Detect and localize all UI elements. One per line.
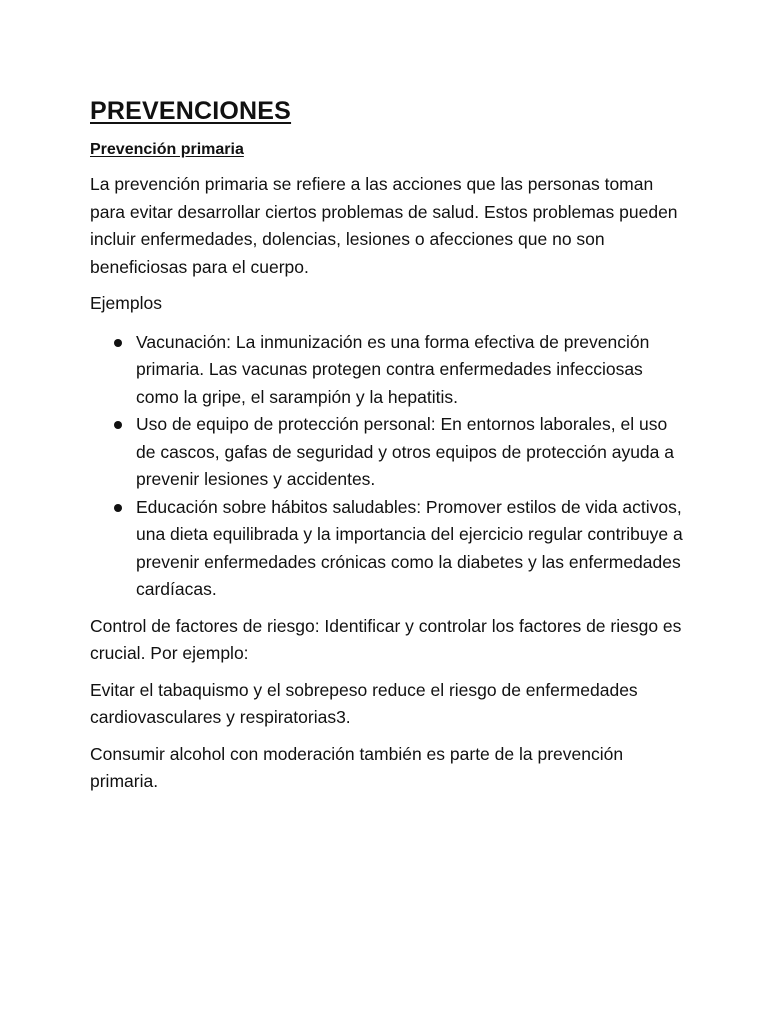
list-item <box>90 329 690 412</box>
list-item-text: Vacunación: La inmunización es una forma efectiva de prevención primaria. Las vacunas protegen contra enfermedades infecciosas como la gripe, el sarampión y la hepatitis. <box>136 331 650 407</box>
list-item-text: Uso de equipo de protección personal: En entornos laborales, el uso de cascos, gafas de seguridad y otros equipos de protección ayuda a prevenir lesiones y accidentes. <box>136 414 674 490</box>
page-title: PREVENCIONES <box>90 97 292 125</box>
list-item-text: Educación sobre hábitos saludables: Promover estilos de vida activos, una dieta equilibrada y la importancia del ejercicio regular contribuye a prevenir enfermedades crónicas como la diabetes y las enfermedades cardíacas. <box>136 496 683 600</box>
examples-list <box>90 329 690 604</box>
document-body <box>90 96 690 805</box>
intro-paragraph: La prevención primaria se refiere a las acciones que las personas toman para evitar desarrollar ciertos problemas de salud. Estos problemas pueden incluir enfermedades, dolencias, lesiones o afecciones que no son beneficiosas para el cuerpo. <box>90 174 678 277</box>
smoking-paragraph: Evitar el tabaquismo y el sobrepeso reduce el riesgo de enfermedades cardiovasculares y respiratorias3. <box>90 679 638 728</box>
risk-control-paragraph: Control de factores de riesgo: Identificar y controlar los factores de riesgo es crucial. Por ejemplo: <box>90 615 682 664</box>
alcohol-paragraph: Consumir alcohol con moderación también es parte de la prevención primaria. <box>90 743 624 792</box>
section-heading: Prevención primaria <box>90 141 244 158</box>
list-item <box>90 494 690 604</box>
bullet-icon <box>114 421 122 429</box>
list-item <box>90 411 690 494</box>
examples-label: Ejemplos <box>90 293 162 314</box>
bullet-icon <box>114 339 122 347</box>
bullet-icon <box>114 504 122 512</box>
